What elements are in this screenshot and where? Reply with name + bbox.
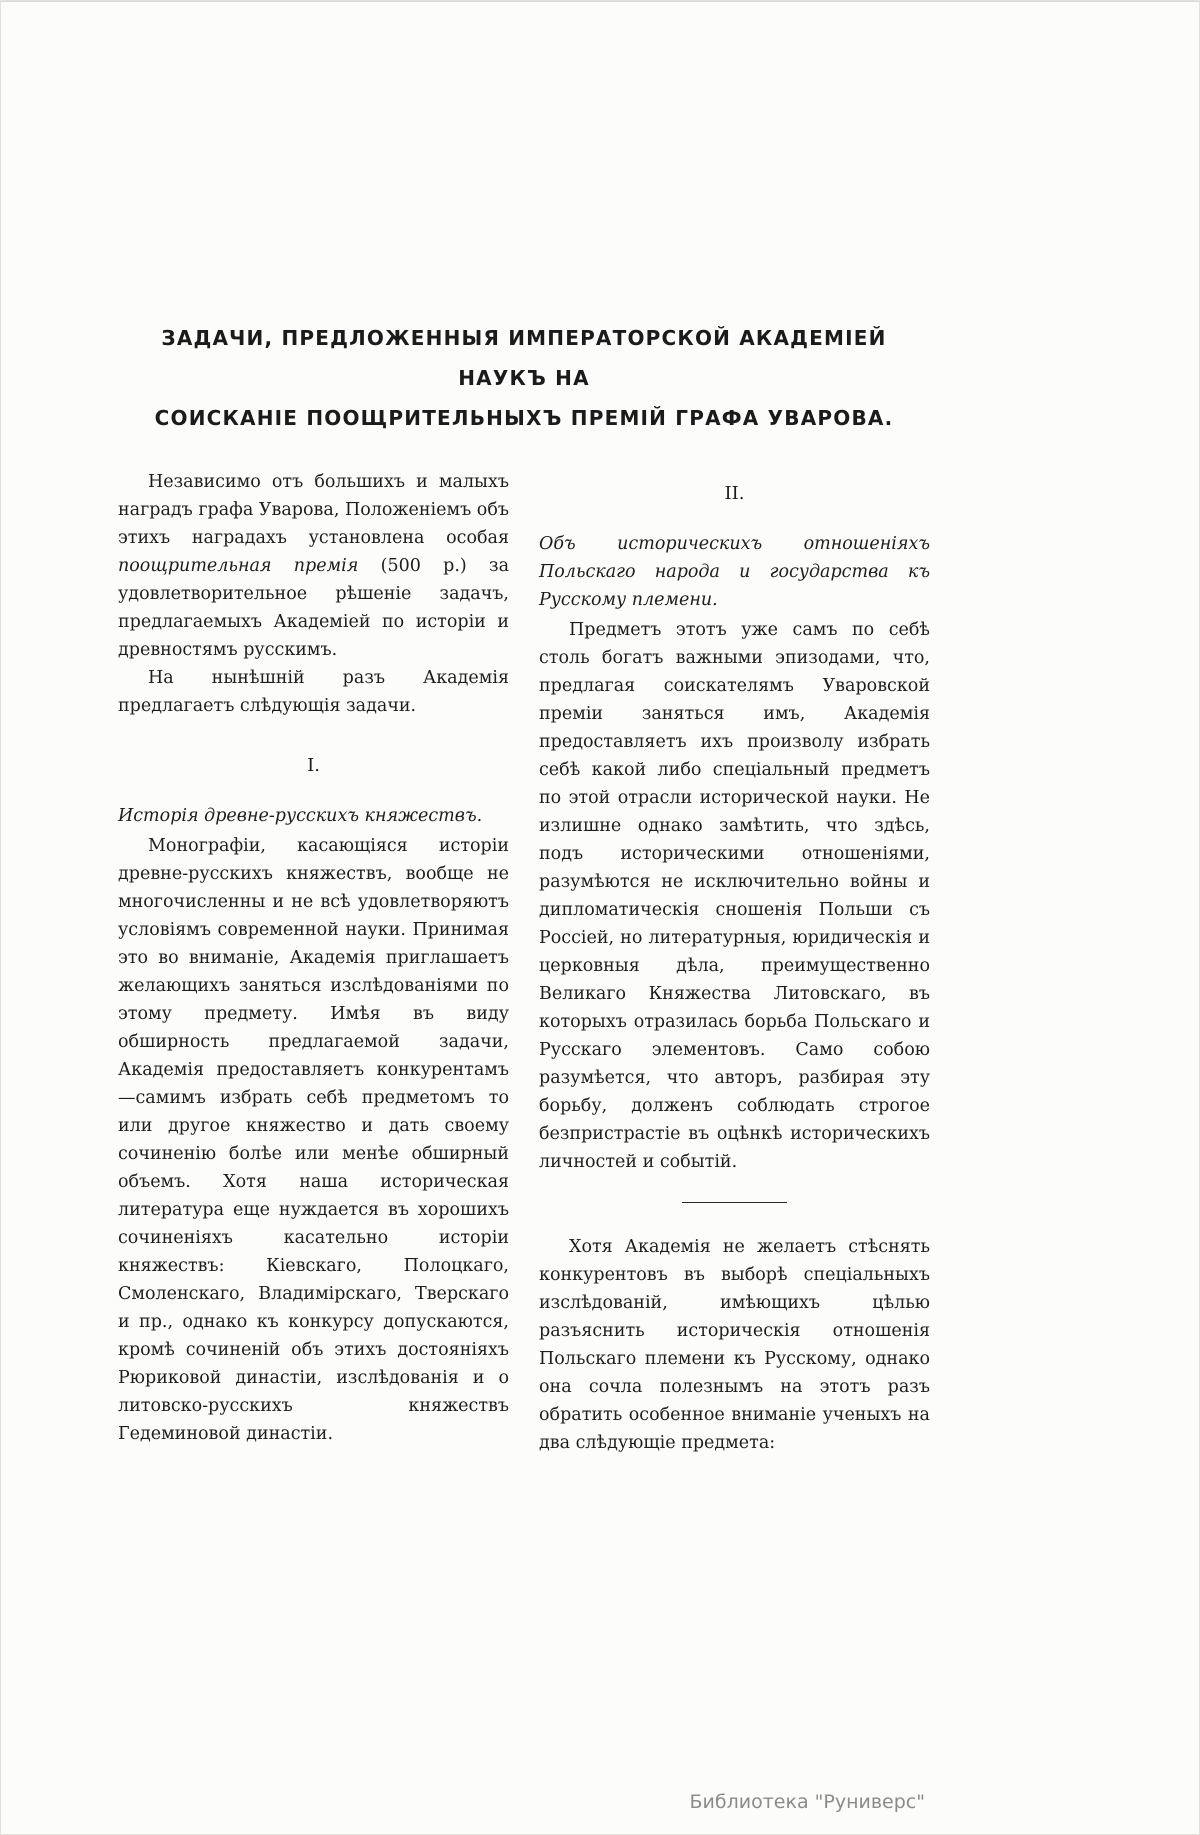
section-title-2: Объ историческихъ отношеніяхъ Польскаго народа и государства къ Русскому племени. — [539, 534, 930, 610]
section-number-2: II. — [724, 483, 745, 504]
left-column — [118, 468, 509, 1457]
page-content — [118, 318, 930, 1457]
right-column — [539, 468, 930, 1457]
section-divider — [682, 1202, 787, 1203]
section-1-body: Монографіи, касающіяся исторіи древне-русскихъ княжествъ, вообще не многочисленны и не всѣ удовлетворяютъ условіямъ современной науки. Принимая это во вниманіе, Академія приглашаетъ желающихъ заняться изслѣдованіями по этому предмету. Имѣя въ виду обширность предлагаемой задачи, Академія предоставляетъ конкурентамъ—самимъ избрать себѣ предметомъ то или другое княжество и дать своему сочиненію болѣе или менѣе обширный объемъ. Хотя наша историческая литература еще нуждается въ хорошихъ сочиненіяхъ касательно исторіи княжествъ: Кіевскаго, Полоцкаго, Смоленскаго, Владимірскаго, Тверскаго и пр., однако къ конкурсу допускаются, кромѣ сочиненій объ этихъ достояніяхъ Рюриковой династіи, изслѣдованія и о литовско-русскихъ княжествъ Гедеминовой династіи. — [118, 836, 509, 1444]
section-2-body-paragraph-1: Предметъ этотъ уже самъ по себѣ столь богатъ важными эпизодами, что, предлагая соискателямъ Уваровской преміи заняться имъ, Академія предоставляетъ ихъ произволу избрать себѣ какой либо спеціальный предметъ по этой отрасли исторической науки. Не излишне однако замѣтить, что здѣсь, подъ историческими отношеніями, разумѣются не исключительно войны и дипломатическія сношенія Польши съ Россіей, но литературныя, юридическія и церковныя дѣла, преимущественно Великаго Княжества Литовскаго, въ которыхъ отразилась борьба Польскаго и Русскаго элементовъ. Само собою разумѣется, что авторъ, разбирая эту борьбу, долженъ соблюдать строгое безпристрастіе въ оцѣнкѣ историческихъ личностей и событій. — [539, 620, 930, 1172]
intro-paragraph-1-end: (500 р.) за удовлетворительное рѣшеніе задачъ, предлагаемыхъ Академіей по исторіи и древностямъ русскимъ. — [118, 556, 509, 660]
two-column-layout — [118, 468, 930, 1457]
page-title — [118, 318, 930, 438]
intro-paragraph-1-italic: поощрительная премія — [118, 556, 359, 576]
title-line-1: ЗАДАЧИ, ПРЕДЛОЖЕННЫЯ ИМПЕРАТОРСКОЙ АКАДЕМІЕЙ НАУКЪ НА — [161, 326, 887, 390]
title-line-2: СОИСКАНІЕ ПООЩРИТЕЛЬНЫХЪ ПРЕМІЙ ГРАФА УВАРОВА. — [154, 406, 894, 430]
intro-paragraph-1-start: Независимо отъ большихъ и малыхъ наградъ графа Уварова, Положеніемъ объ этихъ наградахъ установлена особая — [118, 472, 509, 548]
section-number-1: I. — [307, 755, 320, 776]
intro-paragraph-2: На нынѣшній разъ Академія предлагаетъ слѣдующія задачи. — [118, 668, 509, 716]
section-2-body-paragraph-2: Хотя Академія не желаетъ стѣснять конкурентовъ въ выборѣ спеціальныхъ изслѣдованій, имѣющихъ цѣлью разъяснить историческія отношенія Польскаго племени къ Русскому, однако она сочла полезнымъ на этотъ разъ обратить особенное вниманіе ученыхъ на два слѣдующіе предмета: — [539, 1237, 930, 1453]
library-watermark: Библиотека "Руниверс" — [689, 1791, 925, 1813]
intro-paragraph-1 — [118, 468, 509, 664]
section-title-1: Исторія древне-русскихъ княжествъ. — [118, 806, 483, 826]
